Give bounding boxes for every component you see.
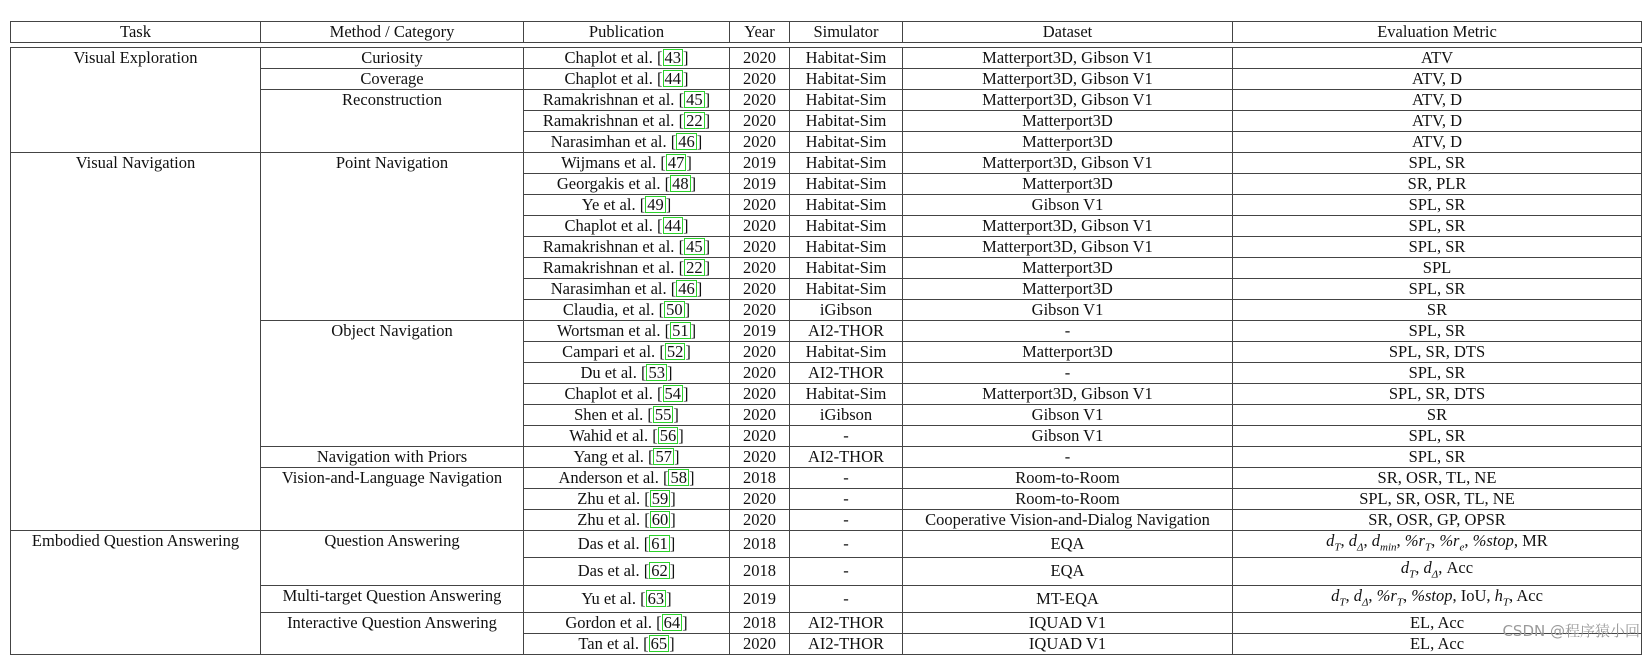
citation-link[interactable]: 53 [648, 363, 665, 382]
publication-cell: Zhu et al. [ 60 ] [524, 510, 730, 531]
citation-link[interactable]: 59 [651, 489, 669, 508]
author-text: Wortsman et al. [556, 321, 661, 340]
metric-cell: ATV, D [1233, 111, 1642, 132]
method-cell: Curiosity [261, 48, 524, 69]
publication-cell: Wijmans et al. [ 47 ] [524, 153, 730, 174]
method-cell: Coverage [261, 69, 524, 90]
year-cell: 2020 [730, 426, 790, 447]
simulator-cell: AI2-THOR [790, 633, 903, 654]
publication-cell: Ramakrishnan et al. [ 22 ] [524, 258, 730, 279]
author-text: Ye et al. [581, 195, 636, 214]
math-symbol: $h_T$ [1494, 585, 1509, 608]
metric-cell: ATV [1233, 48, 1642, 69]
citation-link[interactable]: 56 [659, 426, 677, 445]
author-text: Das et al. [577, 561, 640, 581]
author-text: Yu et al. [581, 588, 636, 608]
year-cell: 2020 [730, 258, 790, 279]
simulator-cell: - [790, 585, 903, 612]
dataset-cell: Matterport3D [903, 111, 1233, 132]
citation-link[interactable]: 48 [672, 174, 689, 193]
simulator-cell: Habitat-Sim [790, 279, 903, 300]
metric-cell: SPL, SR, DTS [1233, 384, 1642, 405]
math-subscript: Δ [1361, 595, 1369, 608]
year-cell: 2020 [730, 111, 790, 132]
metric-cell: SPL, SR [1233, 237, 1642, 258]
citation-link[interactable]: 52 [666, 342, 684, 361]
dataset-cell: - [903, 321, 1233, 342]
citation-link[interactable]: 54 [664, 384, 682, 403]
simulator-cell: AI2-THOR [790, 447, 903, 468]
header-simulator: Simulator [790, 22, 903, 43]
dataset-cell: Matterport3D, Gibson V1 [903, 216, 1233, 237]
citation-link[interactable]: 64 [663, 612, 681, 632]
table-header [11, 22, 1642, 43]
publication-cell: Yang et al. [ 57 ] [524, 447, 730, 468]
dataset-cell: Room-to-Room [903, 468, 1233, 489]
math-subscript: T [1334, 541, 1341, 554]
metric-cell: SPL, SR [1233, 363, 1642, 384]
year-cell: 2020 [730, 237, 790, 258]
author-text: Das et al. [577, 534, 640, 554]
dataset-cell: Room-to-Room [903, 489, 1233, 510]
citation-link[interactable]: 43 [664, 48, 682, 67]
year-cell: 2020 [730, 216, 790, 237]
year-cell: 2020 [730, 300, 790, 321]
dataset-cell: Gibson V1 [903, 426, 1233, 447]
simulator-cell: Habitat-Sim [790, 342, 903, 363]
metric-cell: SPL, SR [1233, 426, 1642, 447]
metric-cell: SR, OSR, TL, NE [1233, 468, 1642, 489]
metric-cell: $d_T$, $d_\Delta$, Acc [1233, 558, 1642, 585]
task-cell: Visual Navigation [11, 153, 261, 531]
simulator-cell: - [790, 510, 903, 531]
metric-cell: SPL, SR [1233, 279, 1642, 300]
dataset-cell: Matterport3D, Gibson V1 [903, 90, 1233, 111]
dataset-cell: - [903, 363, 1233, 384]
math-symbol: %stop [1472, 531, 1514, 550]
dataset-cell: Matterport3D [903, 174, 1233, 195]
simulator-cell: Habitat-Sim [790, 237, 903, 258]
author-text: Ramakrishnan et al. [542, 90, 675, 109]
citation-link[interactable]: 63 [647, 588, 665, 608]
year-cell: 2020 [730, 342, 790, 363]
publication-cell: Wortsman et al. [ 51 ] [524, 321, 730, 342]
year-cell: 2019 [730, 321, 790, 342]
author-text: Chaplot et al. [564, 384, 653, 403]
dataset-cell: EQA [903, 558, 1233, 585]
simulator-cell: Habitat-Sim [790, 216, 903, 237]
publication-cell: Ramakrishnan et al. [ 45 ] [524, 237, 730, 258]
method-cell: Point Navigation [261, 153, 524, 321]
simulator-cell: - [790, 489, 903, 510]
year-cell: 2018 [730, 531, 790, 558]
metric-cell: $d_T$, $d_\Delta$, $d_{min}$, $\%r_T$, $\%r_e$, %stop, MR [1233, 531, 1642, 558]
year-cell: 2018 [730, 612, 790, 633]
header-year: Year [730, 22, 790, 43]
dataset-cell: MT-EQA [903, 585, 1233, 612]
math-symbol: $d_{min}$ [1371, 531, 1397, 554]
dataset-cell: Gibson V1 [903, 195, 1233, 216]
publication-cell: Chaplot et al. [ 54 ] [524, 384, 730, 405]
dataset-cell: Cooperative Vision-and-Dialog Navigation [903, 510, 1233, 531]
simulator-cell: Habitat-Sim [790, 48, 903, 69]
citation-link[interactable]: 46 [678, 132, 695, 151]
dataset-cell: Matterport3D, Gibson V1 [903, 237, 1233, 258]
math-symbol: $\%r_e$ [1439, 531, 1465, 554]
citation-link[interactable]: 44 [664, 216, 682, 235]
citation-link[interactable]: 47 [667, 153, 685, 172]
header-dataset: Dataset [903, 22, 1233, 43]
math-symbol: $d_T$ [1326, 531, 1341, 554]
year-cell: 2020 [730, 195, 790, 216]
metric-cell: SPL [1233, 258, 1642, 279]
author-text: Du et al. [580, 363, 637, 382]
citation-link[interactable]: 58 [670, 468, 687, 487]
year-cell: 2020 [730, 48, 790, 69]
method-cell: Multi-target Question Answering [261, 585, 524, 612]
author-text: Campari et al. [562, 342, 656, 361]
publication-cell: Ramakrishnan et al. [ 22 ] [524, 111, 730, 132]
publication-cell: Chaplot et al. [ 44 ] [524, 216, 730, 237]
author-text: Zhu et al. [577, 510, 641, 529]
header-publication: Publication [524, 22, 730, 43]
publication-cell: Das et al. [ 62 ] [524, 558, 730, 585]
simulator-cell: Habitat-Sim [790, 174, 903, 195]
table-row [11, 531, 1642, 558]
table-row [11, 48, 1642, 69]
year-cell: 2020 [730, 90, 790, 111]
metric-cell: ATV, D [1233, 69, 1642, 90]
author-text: Wijmans et al. [561, 153, 657, 172]
citation-link[interactable]: 50 [666, 300, 683, 319]
metric-cell: SR, OSR, GP, OPSR [1233, 510, 1642, 531]
math-symbol: $d_T$ [1400, 558, 1416, 581]
header-row [11, 22, 1642, 43]
dataset-cell: Matterport3D [903, 279, 1233, 300]
author-text: Chaplot et al. [564, 69, 653, 88]
metric-cell: SPL, SR, OSR, TL, NE [1233, 489, 1642, 510]
method-cell: Interactive Question Answering [261, 612, 524, 654]
dataset-cell: Matterport3D [903, 258, 1233, 279]
citation-link[interactable]: 55 [654, 405, 672, 424]
dataset-cell: - [903, 447, 1233, 468]
dataset-cell: Matterport3D, Gibson V1 [903, 48, 1233, 69]
metric-cell: SR, PLR [1233, 174, 1642, 195]
author-text: Gordon et al. [565, 612, 652, 632]
publication-cell: Narasimhan et al. [ 46 ] [524, 132, 730, 153]
author-text: Chaplot et al. [564, 216, 653, 235]
author-text: Georgakis et al. [556, 174, 661, 193]
metric-cell: EL, Acc [1233, 633, 1642, 654]
header-task: Task [11, 22, 261, 43]
citation-link[interactable]: 49 [647, 195, 664, 214]
header-metric: Evaluation Metric [1233, 22, 1642, 43]
citation-link[interactable]: 45 [686, 90, 703, 109]
dataset-cell: Gibson V1 [903, 300, 1233, 321]
dataset-cell: IQUAD V1 [903, 633, 1233, 654]
publication-cell: Tan et al. [ 65 ] [524, 633, 730, 654]
simulator-cell: iGibson [790, 300, 903, 321]
math-symbol: $d_\Delta$ [1353, 585, 1369, 608]
metric-cell: ATV, D [1233, 132, 1642, 153]
method-cell: Navigation with Priors [261, 447, 524, 468]
publication-cell: Claudia, et al. [ 50 ] [524, 300, 730, 321]
math-subscript: Δ [1431, 568, 1439, 581]
header-method: Method / Category [261, 22, 524, 43]
citation-link[interactable]: 22 [686, 258, 703, 277]
publication-cell: Shen et al. [ 55 ] [524, 405, 730, 426]
author-text: Anderson et al. [558, 468, 659, 487]
method-cell: Object Navigation [261, 321, 524, 447]
table-body [11, 43, 1642, 655]
math-symbol: $d_\Delta$ [1348, 531, 1364, 554]
publication-cell: Chaplot et al. [ 44 ] [524, 69, 730, 90]
publication-cell: Das et al. [ 61 ] [524, 531, 730, 558]
publication-cell: Gordon et al. [ 64 ] [524, 612, 730, 633]
publication-cell: Du et al. [ 53 ] [524, 363, 730, 384]
simulator-cell: - [790, 468, 903, 489]
metric-cell: SR [1233, 405, 1642, 426]
citation-link[interactable]: 22 [686, 111, 703, 130]
dataset-cell: Matterport3D, Gibson V1 [903, 69, 1233, 90]
citation-link[interactable]: 62 [651, 561, 668, 581]
year-cell: 2020 [730, 279, 790, 300]
math-subscript: T [1339, 595, 1346, 608]
year-cell: 2019 [730, 153, 790, 174]
author-text: Wahid et al. [569, 426, 649, 445]
publication-cell: Zhu et al. [ 59 ] [524, 489, 730, 510]
year-cell: 2019 [730, 585, 790, 612]
math-subscript: T [1424, 541, 1432, 554]
math-subscript: T [1396, 595, 1403, 608]
task-cell: Embodied Question Answering [11, 531, 261, 655]
year-cell: 2020 [730, 489, 790, 510]
author-text: Tan et al. [578, 633, 640, 653]
method-cell: Question Answering [261, 531, 524, 586]
author-text: Yang et al. [573, 447, 644, 466]
math-symbol: $\%r_T$ [1376, 585, 1403, 608]
citation-link[interactable]: 44 [664, 69, 682, 88]
math-subscript: e [1459, 541, 1465, 554]
math-symbol: $d_T$ [1331, 585, 1346, 608]
citation-link[interactable]: 51 [672, 321, 689, 340]
simulator-cell: - [790, 426, 903, 447]
year-cell: 2020 [730, 447, 790, 468]
simulator-cell: - [790, 531, 903, 558]
citation-link[interactable]: 45 [686, 237, 703, 256]
author-text: Narasimhan et al. [550, 279, 667, 298]
publication-cell: Yu et al. [ 63 ] [524, 585, 730, 612]
simulator-cell: Habitat-Sim [790, 384, 903, 405]
math-symbol: %stop [1411, 585, 1453, 605]
publication-cell: Chaplot et al. [ 43 ] [524, 48, 730, 69]
publication-cell: Narasimhan et al. [ 46 ] [524, 279, 730, 300]
simulator-cell: Habitat-Sim [790, 90, 903, 111]
publication-cell: Anderson et al. [ 58 ] [524, 468, 730, 489]
simulator-cell: AI2-THOR [790, 612, 903, 633]
watermark: CSDN @程序猿小回 [1502, 622, 1640, 640]
dataset-cell: Matterport3D, Gibson V1 [903, 153, 1233, 174]
dataset-cell: EQA [903, 531, 1233, 558]
year-cell: 2018 [730, 558, 790, 585]
metric-cell: SPL, SR [1233, 447, 1642, 468]
publication-cell: Wahid et al. [ 56 ] [524, 426, 730, 447]
year-cell: 2020 [730, 405, 790, 426]
author-text: Ramakrishnan et al. [542, 237, 675, 256]
author-text: Narasimhan et al. [550, 132, 667, 151]
metric-cell: SPL, SR [1233, 321, 1642, 342]
metric-cell: SPL, SR [1233, 216, 1642, 237]
math-subscript: Δ [1357, 541, 1364, 554]
task-cell: Visual Exploration [11, 48, 261, 153]
year-cell: 2020 [730, 384, 790, 405]
metric-cell: SPL, SR [1233, 153, 1642, 174]
method-cell: Vision-and-Language Navigation [261, 468, 524, 531]
dataset-cell: Matterport3D [903, 342, 1233, 363]
citation-link[interactable]: 46 [678, 279, 695, 298]
year-cell: 2020 [730, 132, 790, 153]
math-symbol: $\%r_T$ [1404, 531, 1432, 554]
method-cell: Reconstruction [261, 90, 524, 153]
simulator-cell: Habitat-Sim [790, 258, 903, 279]
year-cell: 2020 [730, 510, 790, 531]
year-cell: 2018 [730, 468, 790, 489]
year-cell: 2020 [730, 363, 790, 384]
simulator-cell: AI2-THOR [790, 363, 903, 384]
math-subscript: min [1380, 541, 1397, 554]
metric-cell: $d_T$, $d_\Delta$, $\%r_T$, %stop, IoU, $h_T$, Acc [1233, 585, 1642, 612]
author-text: Ramakrishnan et al. [542, 111, 675, 130]
table-row [11, 153, 1642, 174]
simulator-cell: Habitat-Sim [790, 69, 903, 90]
publication-cell: Ramakrishnan et al. [ 45 ] [524, 90, 730, 111]
dataset-cell: Matterport3D, Gibson V1 [903, 384, 1233, 405]
simulator-cell: Habitat-Sim [790, 195, 903, 216]
citation-link[interactable]: 57 [655, 447, 672, 466]
metric-cell: SPL, SR, DTS [1233, 342, 1642, 363]
simulator-cell: iGibson [790, 405, 903, 426]
dataset-cell: IQUAD V1 [903, 612, 1233, 633]
simulator-cell: Habitat-Sim [790, 111, 903, 132]
year-cell: 2020 [730, 633, 790, 654]
dataset-cell: Gibson V1 [903, 405, 1233, 426]
metric-cell: SPL, SR [1233, 195, 1642, 216]
year-cell: 2020 [730, 69, 790, 90]
metric-cell: SR [1233, 300, 1642, 321]
simulator-cell: Habitat-Sim [790, 132, 903, 153]
simulator-cell: Habitat-Sim [790, 153, 903, 174]
citation-link[interactable]: 65 [650, 633, 668, 653]
publication-cell: Georgakis et al. [ 48 ] [524, 174, 730, 195]
citation-link[interactable]: 60 [651, 510, 669, 529]
author-text: Zhu et al. [577, 489, 641, 508]
author-text: Shen et al. [574, 405, 644, 424]
publication-cell: Ye et al. [ 49 ] [524, 195, 730, 216]
year-cell: 2019 [730, 174, 790, 195]
math-subscript: T [1502, 595, 1509, 608]
simulator-cell: AI2-THOR [790, 321, 903, 342]
survey-table [10, 21, 1642, 655]
math-subscript: T [1409, 568, 1416, 581]
citation-link[interactable]: 61 [651, 534, 668, 554]
simulator-cell: - [790, 558, 903, 585]
dataset-cell: Matterport3D [903, 132, 1233, 153]
author-text: Claudia, et al. [562, 300, 655, 319]
metric-cell: EL, Acc [1233, 612, 1642, 633]
math-symbol: $d_\Delta$ [1423, 558, 1439, 581]
publication-cell: Campari et al. [ 52 ] [524, 342, 730, 363]
author-text: Ramakrishnan et al. [542, 258, 675, 277]
metric-cell: ATV, D [1233, 90, 1642, 111]
author-text: Chaplot et al. [564, 48, 653, 67]
